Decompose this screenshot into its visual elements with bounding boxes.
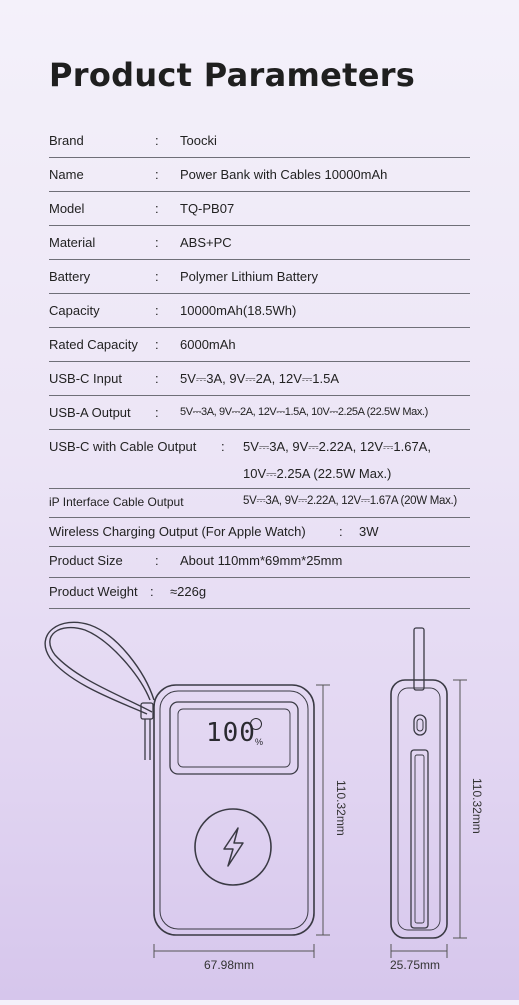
side-button — [414, 715, 426, 735]
param-key: USB-C with Cable Output — [49, 439, 197, 454]
charging-indicator-icon — [250, 718, 262, 730]
param-separator: : — [155, 553, 159, 568]
param-value: 5V⎓3A, 9V⎓2A, 12V⎓1.5A — [180, 371, 340, 386]
param-key: Capacity — [49, 303, 100, 318]
param-value: TQ-PB07 — [180, 201, 235, 216]
param-value: Polymer Lithium Battery — [180, 269, 318, 284]
page-title: Product Parameters — [49, 56, 416, 94]
param-separator: : — [155, 337, 159, 352]
param-row-material — [49, 226, 470, 260]
param-key: iP Interface Cable Output — [49, 495, 184, 509]
param-row-brand — [49, 124, 470, 158]
param-row-wireless-output — [49, 518, 470, 547]
side-height-label: 110.32mm — [470, 778, 484, 834]
param-value: 5V⎓3A, 9V⎓2.22A, 12V⎓1.67A, — [243, 439, 431, 454]
front-width-label: 67.98mm — [204, 958, 255, 972]
param-row-usbc-cable-output — [49, 430, 470, 489]
param-value: 5V⎓3A, 9V⎓2.22A, 12V⎓1.67A (20W Max.) — [243, 495, 457, 507]
param-row-usbc-input — [49, 362, 470, 396]
param-key: Brand — [49, 133, 84, 148]
param-key: Material — [49, 235, 96, 250]
param-separator: : — [339, 524, 343, 539]
param-separator: : — [155, 405, 159, 420]
param-key: Wireless Charging Output (For Apple Watch) — [49, 524, 306, 539]
param-separator: : — [155, 269, 159, 284]
lightning-icon — [224, 828, 243, 866]
param-separator: : — [155, 371, 159, 386]
parameters-table — [49, 124, 470, 609]
side-cable-slot — [411, 750, 428, 928]
lanyard-cable — [50, 628, 152, 712]
param-separator: : — [221, 439, 225, 454]
param-row-battery — [49, 260, 470, 294]
param-key: Rated Capacity — [49, 337, 138, 352]
side-width-label: 25.75mm — [390, 958, 441, 972]
param-separator: : — [155, 167, 159, 182]
param-row-product-size — [49, 547, 470, 578]
param-key: USB-C Input — [49, 371, 122, 386]
param-value: 6000mAh — [180, 337, 236, 352]
param-separator: : — [155, 201, 159, 216]
param-key: Model — [49, 201, 85, 216]
param-row-name — [49, 158, 470, 192]
battery-display-unit: % — [255, 737, 264, 747]
power-bank-drawing — [0, 600, 519, 1000]
param-value: 5V⎓3A, 9V⎓2A, 12V⎓1.5A, 10V⎓2.25A (22.5W Max.) — [180, 406, 428, 418]
param-row-capacity — [49, 294, 470, 328]
battery-display-digits: 100 — [206, 718, 256, 748]
param-value: 10000mAh(18.5Wh) — [180, 303, 297, 318]
param-separator: : — [150, 584, 154, 599]
param-row-rated-capacity — [49, 328, 470, 362]
wireless-pad — [195, 809, 271, 885]
param-key: Product Size — [49, 553, 123, 568]
param-row-model — [49, 192, 470, 226]
param-value-continued: 10V⎓2.25A (22.5W Max.) — [243, 466, 392, 481]
param-value: Power Bank with Cables 10000mAh — [180, 167, 388, 182]
param-key: Name — [49, 167, 84, 182]
param-separator: : — [155, 303, 159, 318]
dimension-diagram — [0, 600, 519, 1000]
param-separator: : — [155, 133, 159, 148]
param-value: About 110mm*69mm*25mm — [180, 553, 343, 568]
param-key: Product Weight — [49, 584, 138, 599]
param-value: ABS+PC — [180, 235, 232, 250]
front-height-label: 110.32mm — [334, 780, 348, 836]
param-row-ip-cable-output — [49, 489, 470, 518]
param-row-usba-output — [49, 396, 470, 430]
param-key: Battery — [49, 269, 91, 284]
param-value: Toocki — [180, 133, 217, 148]
param-value: 3W — [359, 524, 379, 539]
param-separator: : — [155, 235, 159, 250]
param-value: ≈226g — [170, 584, 207, 599]
param-key: USB-A Output — [49, 405, 131, 420]
